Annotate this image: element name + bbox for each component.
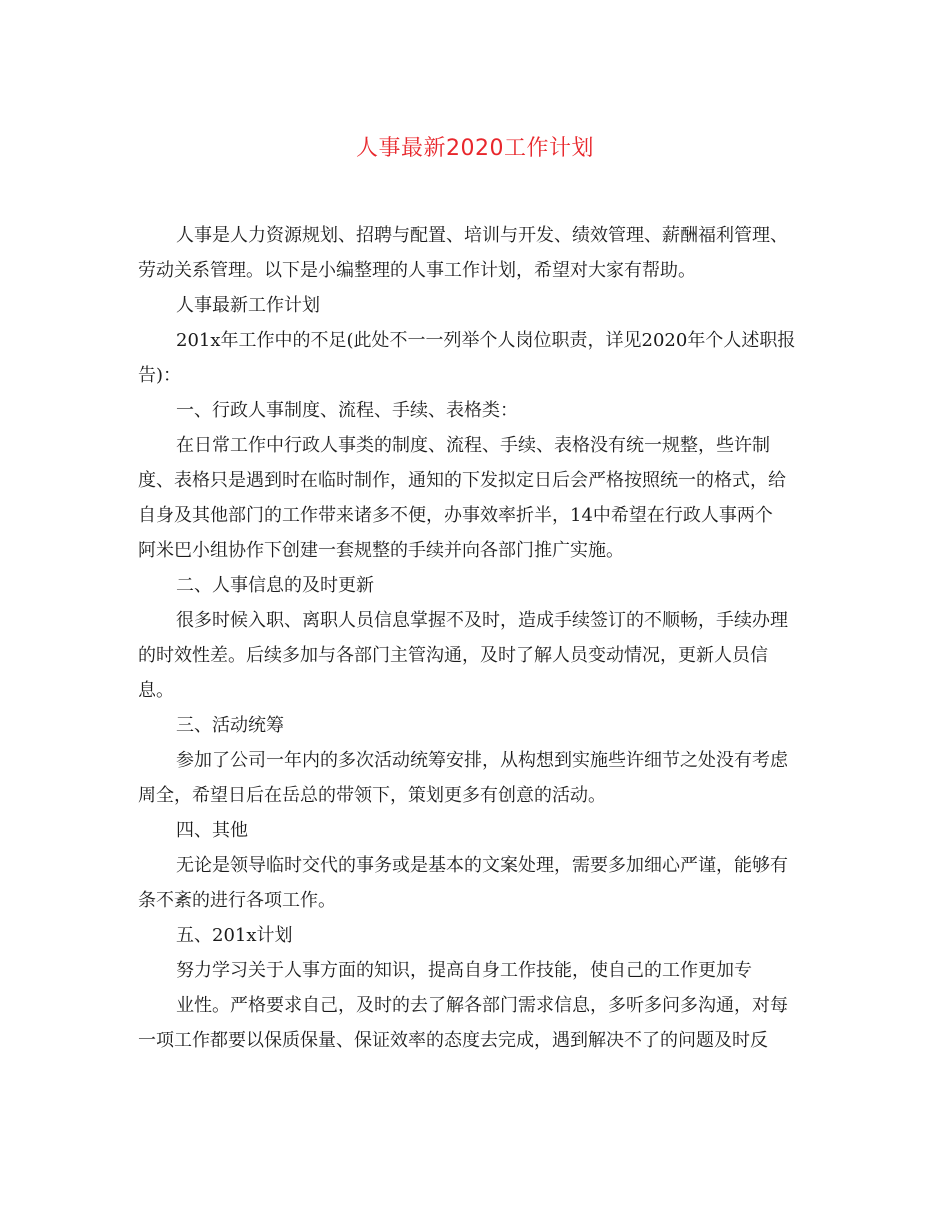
paragraph-line: 一、行政人事制度、流程、手续、表格类： xyxy=(176,400,518,421)
paragraph-line: 劳动关系管理。以下是小编整理的人事工作计划，希望对大家有帮助。 xyxy=(138,260,696,281)
paragraph-line: 201x年工作中的不足(此处不一一列举个人岗位职责，详见2020年个人述职报 xyxy=(176,330,796,351)
document-body xyxy=(138,218,818,1058)
paragraph-line: 三、活动统筹 xyxy=(176,715,284,736)
paragraph-line: 二、人事信息的及时更新 xyxy=(176,575,374,596)
paragraph-line: 条不紊的进行各项工作。 xyxy=(138,890,336,911)
paragraph-line: 无论是领导临时交代的事务或是基本的文案处理，需要多加细心严谨，能够有 xyxy=(176,855,788,876)
paragraph-line: 告)： xyxy=(138,365,182,386)
paragraph-line: 业性。严格要求自己，及时的去了解各部门需求信息，多听多问多沟通，对每 xyxy=(176,995,788,1016)
paragraph-line: 四、其他 xyxy=(176,820,248,841)
paragraph-line: 人事最新工作计划 xyxy=(176,295,320,316)
paragraph-line: 在日常工作中行政人事类的制度、流程、手续、表格没有统一规整，些许制 xyxy=(176,435,770,456)
paragraph-line: 五、201x计划 xyxy=(176,925,293,946)
paragraph-line: 努力学习关于人事方面的知识，提高自身工作技能，使自己的工作更加专 xyxy=(176,960,752,981)
document-title: 人事最新2020工作计划 xyxy=(356,136,594,161)
paragraph-line: 息。 xyxy=(138,680,174,701)
paragraph-line: 度、表格只是遇到时在临时制作，通知的下发拟定日后会严格按照统一的格式，给 xyxy=(138,470,786,491)
paragraph-line: 周全，希望日后在岳总的带领下，策划更多有创意的活动。 xyxy=(138,785,606,806)
paragraph-line: 人事是人力资源规划、招聘与配置、培训与开发、绩效管理、薪酬福利管理、 xyxy=(176,225,788,246)
paragraph-line: 自身及其他部门的工作带来诸多不便，办事效率折半，14中希望在行政人事两个 xyxy=(138,505,773,526)
paragraph-line: 的时效性差。后续多加与各部门主管沟通，及时了解人员变动情况，更新人员信 xyxy=(138,645,768,666)
paragraph-line: 很多时候入职、离职人员信息掌握不及时，造成手续签订的不顺畅，手续办理 xyxy=(176,610,788,631)
paragraph-line: 参加了公司一年内的多次活动统筹安排，从构想到实施些许细节之处没有考虑 xyxy=(176,750,788,771)
paragraph-line: 阿米巴小组协作下创建一套规整的手续并向各部门推广实施。 xyxy=(138,540,624,561)
paragraph-line: 一项工作都要以保质保量、保证效率的态度去完成，遇到解决不了的问题及时反 xyxy=(138,1030,768,1051)
